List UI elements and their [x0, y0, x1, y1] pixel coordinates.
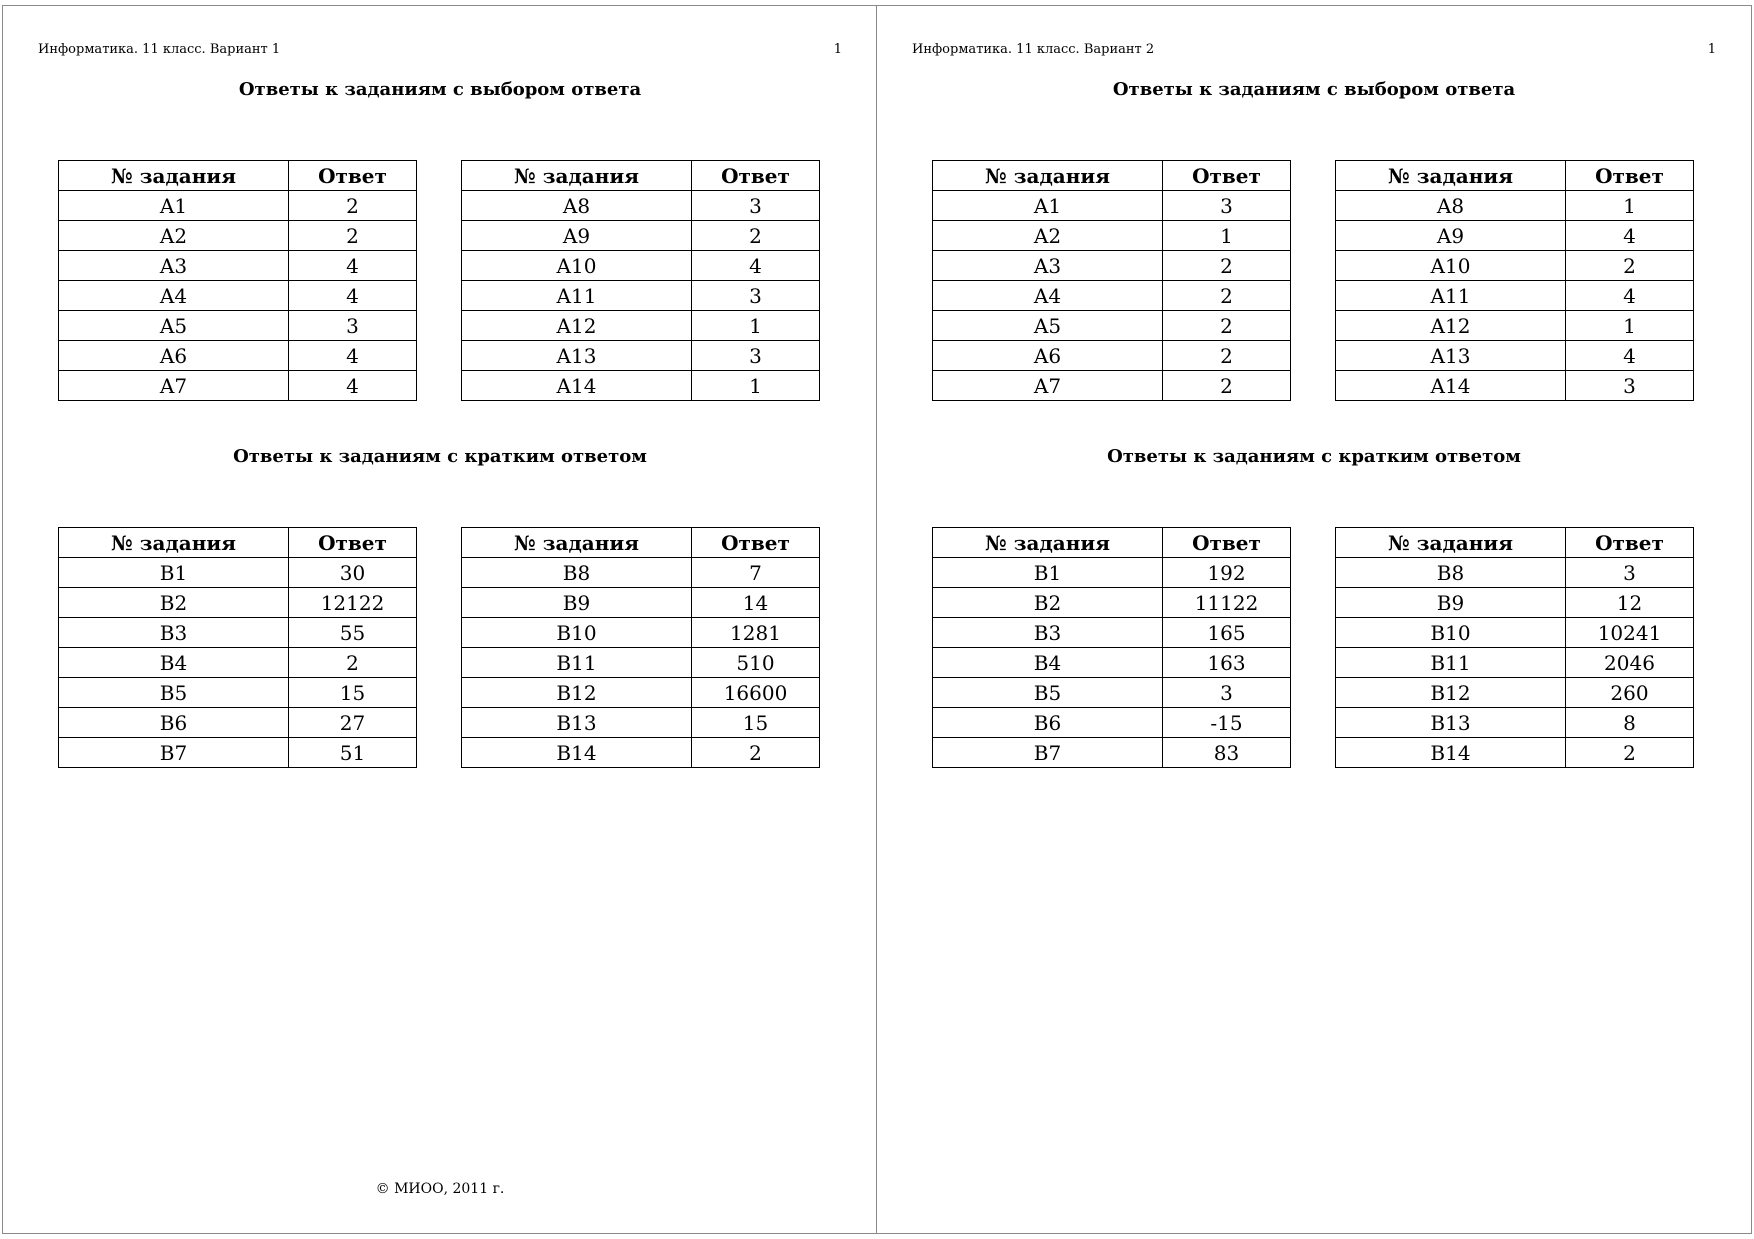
answer-cell: 27: [289, 708, 417, 738]
task-number-cell: A1: [59, 191, 289, 221]
column-header-answer: Ответ: [692, 161, 820, 191]
answer-cell: 2: [692, 738, 820, 768]
table-row: [59, 371, 417, 401]
answer-cell: 3: [692, 281, 820, 311]
answer-cell: 4: [1566, 221, 1694, 251]
header-title: Информатика. 11 класс. Вариант 2: [912, 42, 1155, 57]
answer-cell: 8: [1566, 708, 1694, 738]
table-row: [1336, 311, 1694, 341]
task-number-cell: A11: [462, 281, 692, 311]
answer-cell: 2: [1163, 281, 1291, 311]
task-number-cell: B14: [462, 738, 692, 768]
answer-cell: -15: [1163, 708, 1291, 738]
task-number-cell: B6: [933, 708, 1163, 738]
answer-cell: 2: [289, 648, 417, 678]
table-header-row: [59, 161, 417, 191]
answer-cell: 4: [289, 281, 417, 311]
column-header-answer: Ответ: [1163, 528, 1291, 558]
answer-cell: 2046: [1566, 648, 1694, 678]
column-header-answer: Ответ: [1566, 161, 1694, 191]
table-row: [933, 678, 1291, 708]
table-row: [1336, 678, 1694, 708]
task-number-cell: B12: [1336, 678, 1566, 708]
column-header-task: № задания: [933, 161, 1163, 191]
column-header-answer: Ответ: [1566, 528, 1694, 558]
task-number-cell: A5: [933, 311, 1163, 341]
table-header-row: [1336, 161, 1694, 191]
task-number-cell: A1: [933, 191, 1163, 221]
table-row: [59, 341, 417, 371]
page-variant-2: [876, 5, 1752, 1234]
table-row: [462, 251, 820, 281]
table-row: [59, 618, 417, 648]
table-row: [59, 738, 417, 768]
answer-cell: 1: [692, 311, 820, 341]
table-header-row: [462, 161, 820, 191]
answer-cell: 15: [289, 678, 417, 708]
task-number-cell: B14: [1336, 738, 1566, 768]
task-number-cell: A11: [1336, 281, 1566, 311]
task-number-cell: B10: [1336, 618, 1566, 648]
column-header-answer: Ответ: [1163, 161, 1291, 191]
task-number-cell: B5: [59, 678, 289, 708]
answer-cell: 3: [692, 191, 820, 221]
task-number-cell: B7: [933, 738, 1163, 768]
table-row: [462, 341, 820, 371]
task-number-cell: A9: [1336, 221, 1566, 251]
table-row: [59, 678, 417, 708]
answer-cell: 4: [289, 251, 417, 281]
task-number-cell: B3: [59, 618, 289, 648]
task-number-cell: B9: [462, 588, 692, 618]
task-number-cell: A5: [59, 311, 289, 341]
task-number-cell: B9: [1336, 588, 1566, 618]
task-number-cell: A8: [1336, 191, 1566, 221]
task-number-cell: A13: [462, 341, 692, 371]
task-number-cell: A10: [1336, 251, 1566, 281]
task-number-cell: A7: [59, 371, 289, 401]
column-header-task: № задания: [462, 161, 692, 191]
column-header-task: № задания: [462, 528, 692, 558]
table-row: [462, 558, 820, 588]
answer-cell: 1: [1566, 191, 1694, 221]
table-row: [462, 708, 820, 738]
column-header-answer: Ответ: [289, 528, 417, 558]
table-row: [933, 251, 1291, 281]
answer-cell: 2: [1163, 371, 1291, 401]
answer-cell: 2: [289, 191, 417, 221]
short-answers-title: Ответы к заданиям с кратким ответом: [233, 446, 647, 467]
table-header-row: [933, 161, 1291, 191]
answer-cell: 260: [1566, 678, 1694, 708]
table-row: [933, 738, 1291, 768]
answer-cell: 3: [1566, 371, 1694, 401]
table-row: [59, 588, 417, 618]
task-number-cell: A8: [462, 191, 692, 221]
table-row: [59, 251, 417, 281]
answer-cell: 3: [692, 341, 820, 371]
task-number-cell: A4: [59, 281, 289, 311]
table-row: [462, 371, 820, 401]
task-number-cell: A13: [1336, 341, 1566, 371]
short-answers-title: Ответы к заданиям с кратким ответом: [1107, 446, 1521, 467]
table-row: [59, 281, 417, 311]
answer-cell: 2: [1566, 738, 1694, 768]
task-number-cell: B10: [462, 618, 692, 648]
choice-table-right: [1335, 160, 1694, 401]
table-row: [59, 311, 417, 341]
table-row: [462, 191, 820, 221]
short-table-right: [461, 527, 820, 768]
table-header-row: [933, 528, 1291, 558]
answer-cell: 14: [692, 588, 820, 618]
short-table-right: [1335, 527, 1694, 768]
table-row: [1336, 251, 1694, 281]
answer-cell: 10241: [1566, 618, 1694, 648]
column-header-answer: Ответ: [692, 528, 820, 558]
table-row: [59, 221, 417, 251]
answer-cell: 192: [1163, 558, 1291, 588]
table-row: [462, 618, 820, 648]
table-row: [462, 281, 820, 311]
running-head: [912, 42, 1716, 62]
table-row: [59, 648, 417, 678]
task-number-cell: A2: [59, 221, 289, 251]
answer-cell: 2: [1566, 251, 1694, 281]
table-row: [933, 341, 1291, 371]
table-row: [462, 221, 820, 251]
short-table-left: [58, 527, 417, 768]
task-number-cell: A7: [933, 371, 1163, 401]
task-number-cell: B13: [462, 708, 692, 738]
choice-answers-title: Ответы к заданиям с выбором ответа: [1112, 79, 1516, 100]
task-number-cell: A6: [933, 341, 1163, 371]
task-number-cell: A3: [933, 251, 1163, 281]
task-number-cell: A10: [462, 251, 692, 281]
table-row: [933, 618, 1291, 648]
answer-cell: 3: [1163, 191, 1291, 221]
answer-cell: 55: [289, 618, 417, 648]
table-row: [462, 738, 820, 768]
table-header-row: [1336, 528, 1694, 558]
task-number-cell: B11: [1336, 648, 1566, 678]
table-row: [462, 311, 820, 341]
task-number-cell: B12: [462, 678, 692, 708]
task-number-cell: B11: [462, 648, 692, 678]
table-row: [933, 708, 1291, 738]
answer-cell: 2: [692, 221, 820, 251]
table-row: [933, 371, 1291, 401]
answer-cell: 1281: [692, 618, 820, 648]
task-number-cell: B8: [462, 558, 692, 588]
column-header-answer: Ответ: [289, 161, 417, 191]
answer-cell: 4: [1566, 281, 1694, 311]
task-number-cell: B7: [59, 738, 289, 768]
table-row: [933, 311, 1291, 341]
page-variant-1: [2, 5, 878, 1234]
copyright-footer: © МИОО, 2011 г.: [375, 1181, 505, 1197]
column-header-task: № задания: [1336, 161, 1566, 191]
task-number-cell: B8: [1336, 558, 1566, 588]
answer-cell: 2: [289, 221, 417, 251]
answer-cell: 165: [1163, 618, 1291, 648]
choice-table-left: [58, 160, 417, 401]
answer-cell: 2: [1163, 311, 1291, 341]
task-number-cell: A14: [462, 371, 692, 401]
choice-answers-title: Ответы к заданиям с выбором ответа: [238, 79, 642, 100]
task-number-cell: A4: [933, 281, 1163, 311]
table-row: [1336, 281, 1694, 311]
table-row: [1336, 191, 1694, 221]
table-row: [933, 191, 1291, 221]
table-row: [933, 221, 1291, 251]
task-number-cell: B1: [59, 558, 289, 588]
answer-cell: 1: [1163, 221, 1291, 251]
answer-cell: 12122: [289, 588, 417, 618]
header-title: Информатика. 11 класс. Вариант 1: [38, 42, 281, 57]
table-row: [1336, 588, 1694, 618]
task-number-cell: B6: [59, 708, 289, 738]
task-number-cell: A12: [1336, 311, 1566, 341]
task-number-cell: B5: [933, 678, 1163, 708]
task-number-cell: B3: [933, 618, 1163, 648]
answer-cell: 4: [692, 251, 820, 281]
choice-table-left: [932, 160, 1291, 401]
answer-cell: 51: [289, 738, 417, 768]
table-row: [59, 708, 417, 738]
table-row: [933, 558, 1291, 588]
answer-cell: 30: [289, 558, 417, 588]
table-header-row: [59, 528, 417, 558]
short-table-left: [932, 527, 1291, 768]
column-header-task: № задания: [59, 161, 289, 191]
answer-cell: 1: [1566, 311, 1694, 341]
table-row: [1336, 341, 1694, 371]
task-number-cell: A3: [59, 251, 289, 281]
table-row: [1336, 648, 1694, 678]
task-number-cell: B4: [933, 648, 1163, 678]
task-number-cell: B4: [59, 648, 289, 678]
answer-cell: 1: [692, 371, 820, 401]
answer-cell: 15: [692, 708, 820, 738]
table-row: [933, 648, 1291, 678]
column-header-task: № задания: [59, 528, 289, 558]
column-header-task: № задания: [1336, 528, 1566, 558]
task-number-cell: A9: [462, 221, 692, 251]
answer-cell: 11122: [1163, 588, 1291, 618]
table-row: [462, 648, 820, 678]
answer-cell: 7: [692, 558, 820, 588]
task-number-cell: B2: [933, 588, 1163, 618]
table-row: [462, 678, 820, 708]
answer-cell: 510: [692, 648, 820, 678]
answer-cell: 2: [1163, 251, 1291, 281]
table-row: [933, 588, 1291, 618]
answer-cell: 2: [1163, 341, 1291, 371]
table-header-row: [462, 528, 820, 558]
task-number-cell: B2: [59, 588, 289, 618]
running-head: [38, 42, 842, 62]
table-row: [1336, 221, 1694, 251]
answer-cell: 4: [289, 371, 417, 401]
answer-cell: 3: [289, 311, 417, 341]
column-header-task: № задания: [933, 528, 1163, 558]
task-number-cell: A6: [59, 341, 289, 371]
table-row: [1336, 558, 1694, 588]
answer-cell: 83: [1163, 738, 1291, 768]
table-row: [1336, 708, 1694, 738]
table-row: [59, 191, 417, 221]
page-number: 1: [833, 42, 842, 57]
task-number-cell: A2: [933, 221, 1163, 251]
answer-cell: 3: [1163, 678, 1291, 708]
table-row: [933, 281, 1291, 311]
table-row: [1336, 618, 1694, 648]
answer-cell: 3: [1566, 558, 1694, 588]
page-number: 1: [1707, 42, 1716, 57]
answer-cell: 4: [1566, 341, 1694, 371]
answer-cell: 16600: [692, 678, 820, 708]
task-number-cell: A12: [462, 311, 692, 341]
answer-cell: 4: [289, 341, 417, 371]
task-number-cell: B13: [1336, 708, 1566, 738]
table-row: [462, 588, 820, 618]
choice-table-right: [461, 160, 820, 401]
answer-cell: 163: [1163, 648, 1291, 678]
answer-cell: 12: [1566, 588, 1694, 618]
task-number-cell: A14: [1336, 371, 1566, 401]
table-row: [1336, 371, 1694, 401]
table-row: [1336, 738, 1694, 768]
table-row: [59, 558, 417, 588]
task-number-cell: B1: [933, 558, 1163, 588]
